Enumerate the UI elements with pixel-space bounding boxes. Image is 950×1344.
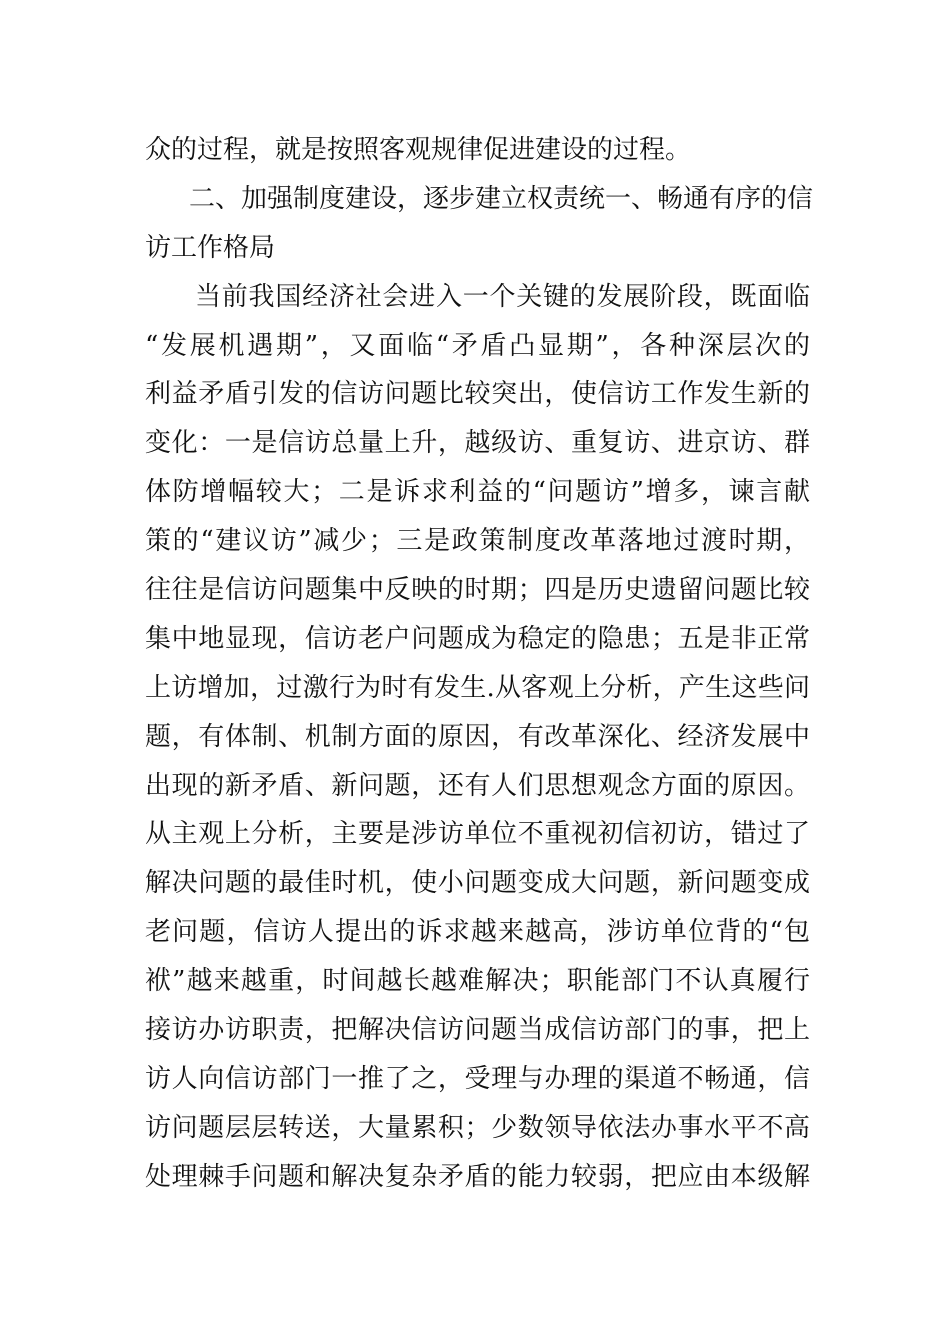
paragraph-line: 解决问题的最佳时机，使小问题变成大问题，新问题变成 <box>145 868 810 899</box>
paragraph-line: 上访增加，过激行为时有发生.从客观上分析，产生这些问 <box>145 672 810 703</box>
paragraph-line: 众的过程，就是按照客观规律促进建设的过程。 <box>145 135 692 165</box>
paragraph-line: 往往是信访问题集中反映的时期；四是历史遗留问题比较 <box>145 575 810 606</box>
paragraph-line: “发展机遇期”，又面临“矛盾凸显期”，各种深层次的 <box>145 330 810 361</box>
paragraph-line: 接访办访职责，把解决信访问题当成信访部门的事，把上 <box>145 1015 810 1046</box>
paragraph-line: 当前我国经济社会进入一个关键的发展阶段，既面临 <box>195 281 810 312</box>
paragraph-line: 题，有体制、机制方面的原因，有改革深化、经济发展中 <box>145 721 810 752</box>
paragraph-line: 访人向信访部门一推了之，受理与办理的渠道不畅通，信 <box>145 1063 810 1094</box>
paragraph-line: 访问题层层转送，大量累积；少数领导依法办事水平不高 <box>145 1112 810 1143</box>
paragraph-line: 老问题，信访人提出的诉求越来越高，涉访单位背的“包 <box>145 917 810 948</box>
paragraph-line: 利益矛盾引发的信访问题比较突出，使信访工作发生新的 <box>145 379 810 410</box>
paragraph-line: 处理棘手问题和解决复杂矛盾的能力较弱，把应由本级解 <box>145 1161 810 1192</box>
paragraph-line: 袱”越来越重，时间越长越难解决；职能部门不认真履行 <box>145 966 810 997</box>
section-heading-line: 访工作格局 <box>145 232 276 263</box>
paragraph-line: 变化：一是信访总量上升，越级访、重复访、进京访、群 <box>145 428 810 459</box>
section-heading-line: 二、加强制度建设，逐步建立权责统一、畅通有序的信 <box>189 183 814 214</box>
paragraph-line: 集中地显现，信访老户问题成为稳定的隐患；五是非正常 <box>145 623 810 654</box>
paragraph-line: 出现的新矛盾、新问题，还有人们思想观念方面的原因。 <box>145 770 810 801</box>
paragraph-line: 策的“建议访”减少；三是政策制度改革落地过渡时期， <box>145 526 810 557</box>
paragraph-line: 从主观上分析，主要是涉访单位不重视初信初访，错过了 <box>145 819 810 850</box>
paragraph-line: 体防增幅较大；二是诉求利益的“问题访”增多，谏言献 <box>145 477 810 508</box>
body-text <box>145 126 814 1202</box>
